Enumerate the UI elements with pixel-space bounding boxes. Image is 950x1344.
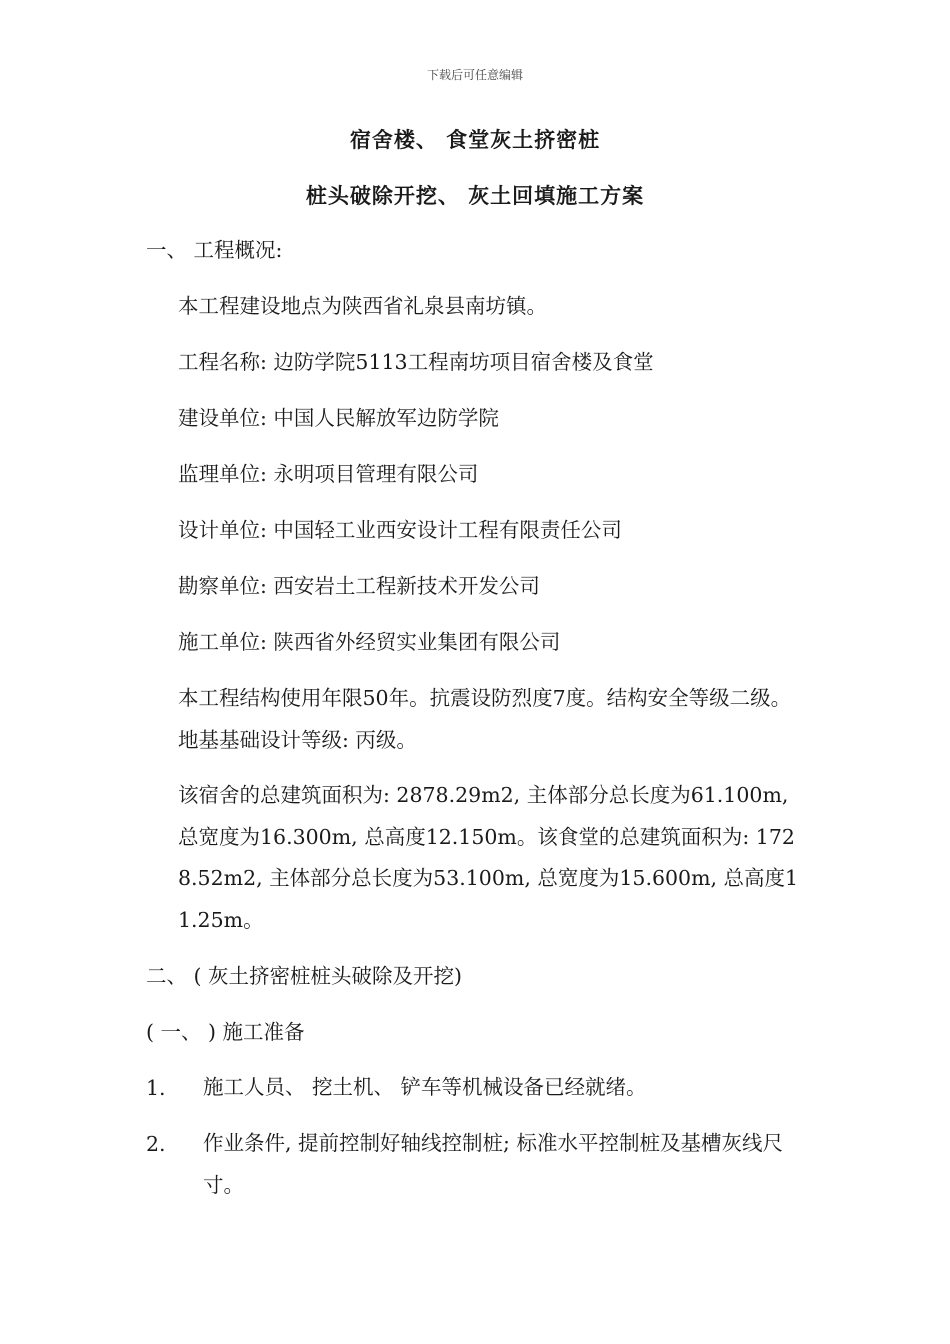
prep-item-text: 作业条件, 提前控制好轴线控制桩; 标准水平控制桩及基槽灰线尺寸。 (203, 1131, 783, 1197)
overview-supervisor: 监理单位: 永明项目管理有限公司 (178, 462, 479, 486)
prep-item-text: 施工人员、 挖土机、 铲车等机械设备已经就绪。 (203, 1075, 647, 1099)
section1-heading: 一、 工程概况: (146, 238, 283, 262)
overview-project-name: 工程名称: 边防学院5113工程南坊项目宿舍楼及食堂 (178, 350, 654, 374)
overview-owner: 建设单位: 中国人民解放军边防学院 (178, 406, 499, 430)
prep-item-number: 2. (146, 1132, 166, 1156)
prep-item-number: 1. (146, 1076, 166, 1100)
overview-contractor: 施工单位: 陕西省外经贸实业集团有限公司 (178, 630, 561, 654)
document-title-line1: 宿舍楼、 食堂灰土挤密桩 (349, 128, 601, 152)
structure-paragraph: 本工程结构使用年限50年。抗震设防烈度7度。结构安全等级二级。地基基础设计等级: 丙级。 (178, 686, 792, 752)
section2-heading: 二、 ( 灰土挤密桩桩头破除及开挖) (146, 964, 463, 988)
overview-surveyor: 勘察单位: 西安岩土工程新技术开发公司 (178, 574, 540, 598)
document-title-line2: 桩头破除开挖、 灰土回填施工方案 (305, 184, 645, 208)
overview-location: 本工程建设地点为陕西省礼泉县南坊镇。 (178, 294, 547, 318)
page-header-note: 下载后可任意编辑 (426, 68, 523, 82)
overview-designer: 设计单位: 中国轻工业西安设计工程有限责任公司 (178, 518, 622, 542)
area-paragraph: 该宿舍的总建筑面积为: 2878.29m2, 主体部分总长度为61.100m, 总宽度为16.300m, 总高度12.150m。该食堂的总建筑面积为: 1728.52m2, 主体部分总长度为53.100m, 总宽度为15.600m, 总高度11.25m。 (178, 783, 799, 932)
subsection1-heading: ( 一、 ) 施工准备 (146, 1020, 305, 1044)
